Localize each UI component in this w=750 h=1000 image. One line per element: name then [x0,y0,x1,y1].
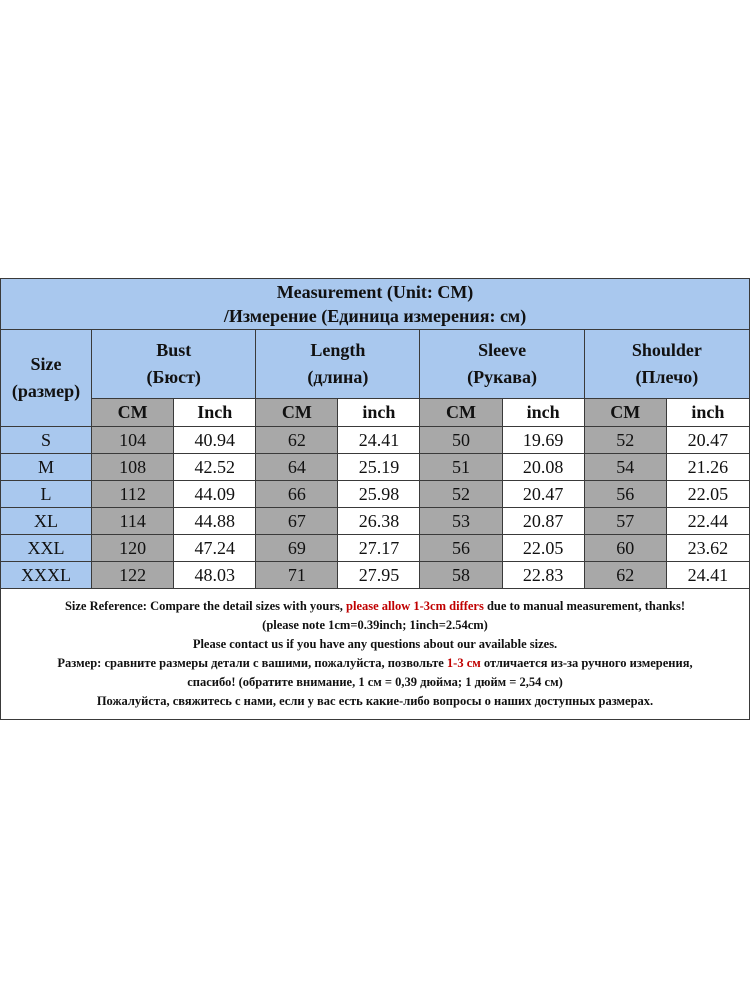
cell-shoulder-cm: 62 [584,562,666,589]
cell-size: XXL [1,535,92,562]
note-line-4-red: 1-3 см [446,656,481,670]
table-row [1,508,750,535]
cell-bust-in: 47.24 [174,535,256,562]
header-bust [92,330,256,399]
cell-length-cm: 69 [256,535,338,562]
note-line-2: (please note 1cm=0.39inch; 1inch=2.54cm) [262,618,488,632]
cell-shoulder-cm: 56 [584,481,666,508]
unit-shoulder-cm: CM [584,399,666,427]
note-line-1-a: Size Reference: Compare the detail sizes with yours, [64,599,347,613]
cell-bust-in: 48.03 [174,562,256,589]
header-length-ru: (длина) [307,367,369,387]
cell-sleeve-cm: 56 [420,535,502,562]
cell-sleeve-in: 20.08 [502,454,584,481]
header-length [256,330,420,399]
cell-sleeve-in: 20.87 [502,508,584,535]
cell-sleeve-cm: 51 [420,454,502,481]
note-line-1 [1,597,749,616]
header-shoulder-en: Shoulder [631,340,702,360]
cell-bust-cm: 104 [92,427,174,454]
note-line-1-b: due to manual measurement, thanks! [483,599,686,613]
unit-sleeve-inch: inch [502,399,584,427]
title-line-ru: /Измерение (Единица измерения: см) [223,306,527,326]
cell-sleeve-cm: 53 [420,508,502,535]
cell-shoulder-cm: 52 [584,427,666,454]
cell-size: S [1,427,92,454]
cell-sleeve-in: 22.05 [502,535,584,562]
unit-row [1,399,750,427]
note-line-1-red: please allow 1-3cm differs [346,599,484,613]
cell-shoulder-in: 24.41 [666,562,749,589]
unit-length-cm: CM [256,399,338,427]
cell-sleeve-in: 19.69 [502,427,584,454]
size-table [0,278,750,720]
header-length-en: Length [310,340,366,360]
cell-size: XXXL [1,562,92,589]
header-shoulder-ru: (Плечо) [635,367,699,387]
cell-shoulder-cm: 60 [584,535,666,562]
header-size [1,330,92,427]
cell-length-in: 24.41 [338,427,420,454]
cell-size: M [1,454,92,481]
cell-size: XL [1,508,92,535]
header-size-en: Size [30,354,62,374]
cell-length-cm: 67 [256,508,338,535]
header-bust-en: Bust [156,340,192,360]
unit-shoulder-inch: inch [666,399,749,427]
cell-bust-cm: 108 [92,454,174,481]
size-chart [0,278,750,726]
cell-length-cm: 71 [256,562,338,589]
note-line-4-b: отличается из-за ручного измерения, [480,656,693,670]
title-row [1,279,750,330]
cell-sleeve-cm: 50 [420,427,502,454]
note-line-4-a: Размер: сравните размеры детали с вашими, пожалуйста, позвольте [57,656,447,670]
cell-shoulder-cm: 57 [584,508,666,535]
cell-shoulder-in: 22.44 [666,508,749,535]
cell-bust-in: 42.52 [174,454,256,481]
header-row [1,330,750,399]
cell-bust-in: 44.09 [174,481,256,508]
cell-sleeve-in: 22.83 [502,562,584,589]
cell-bust-in: 40.94 [174,427,256,454]
cell-length-cm: 66 [256,481,338,508]
cell-shoulder-in: 21.26 [666,454,749,481]
cell-sleeve-cm: 52 [420,481,502,508]
cell-bust-cm: 114 [92,508,174,535]
unit-length-inch: inch [338,399,420,427]
cell-bust-cm: 112 [92,481,174,508]
note-line-6: Пожалуйста, свяжитесь с нами, если у вас есть какие-либо вопросы о наших доступных размерах. [96,694,654,708]
unit-bust-inch: Inch [174,399,256,427]
header-sleeve-en: Sleeve [478,340,527,360]
note-line-4 [1,654,749,673]
note-line-3: Please contact us if you have any questions about our available sizes. [192,637,558,651]
header-sleeve [420,330,584,399]
cell-shoulder-in: 20.47 [666,427,749,454]
cell-sleeve-cm: 58 [420,562,502,589]
table-title [1,279,750,330]
header-shoulder [584,330,749,399]
unit-bust-cm: CM [92,399,174,427]
cell-bust-cm: 122 [92,562,174,589]
table-row [1,481,750,508]
size-notes [1,589,750,720]
title-line-en: Measurement (Unit: CM) [276,282,474,302]
cell-sleeve-in: 20.47 [502,481,584,508]
note-line-5: спасибо! (обратите внимание, 1 см = 0,39 дюйма; 1 дюйм = 2,54 см) [187,675,563,689]
cell-bust-in: 44.88 [174,508,256,535]
notes-row [1,589,750,720]
table-row [1,454,750,481]
cell-bust-cm: 120 [92,535,174,562]
cell-length-in: 25.98 [338,481,420,508]
header-bust-ru: (Бюст) [146,367,201,387]
cell-length-in: 25.19 [338,454,420,481]
unit-sleeve-cm: CM [420,399,502,427]
cell-length-cm: 64 [256,454,338,481]
cell-length-cm: 62 [256,427,338,454]
cell-length-in: 26.38 [338,508,420,535]
table-row [1,427,750,454]
header-size-ru: (размер) [11,381,81,401]
header-sleeve-ru: (Рукава) [467,367,537,387]
cell-shoulder-in: 22.05 [666,481,749,508]
table-row [1,562,750,589]
cell-shoulder-in: 23.62 [666,535,749,562]
cell-size: L [1,481,92,508]
cell-shoulder-cm: 54 [584,454,666,481]
table-row [1,535,750,562]
cell-length-in: 27.95 [338,562,420,589]
cell-length-in: 27.17 [338,535,420,562]
